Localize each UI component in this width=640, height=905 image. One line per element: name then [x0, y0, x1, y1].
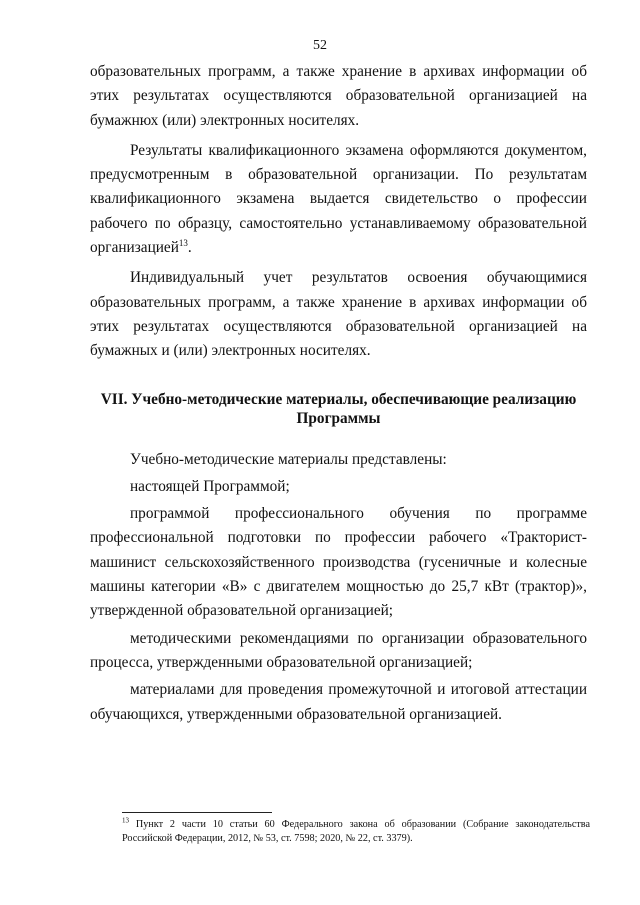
section-heading — [90, 390, 587, 428]
paragraph-exam-results-text: Результаты квалификационного экзамена оформляются документом, предусмотренным в образовательной организации. По результатам квалификационного экзамена выдается свидетельство о профессии рабочего по образцу, самостоятельно устанавливаемому образовательной организацией — [90, 141, 587, 257]
list-item-program: настоящей Программой; — [130, 477, 290, 495]
paragraph-individual-record: Индивидуальный учет результатов освоения обучающимися образовательных программ, а также хранение в архивах информации об этих результатах осуществляются образовательной организацией на бумажных и (или) электронных носителях. — [90, 269, 587, 360]
list-item-training-program: программой профессионального обучения по программе профессиональной подготовки по профессии рабочего «Тракторист-машинист сельскохозяйственного производства (гусеничные и колесные машины категории «В» с двигателем мощностью до 25,7 кВт (трактор)», утвержденной образовательной организацией; — [90, 505, 587, 620]
footnote-number: 13 — [122, 816, 129, 825]
footnote — [122, 818, 590, 846]
list-item-methodical-recommendations: методическими рекомендациями по организации образовательного процесса, утвержденными образовательной организацией; — [90, 629, 587, 671]
body-text — [90, 60, 587, 727]
paragraph-exam-results-end: . — [187, 239, 192, 257]
paragraph-materials-intro: Учебно-методические материалы представлены: — [130, 450, 447, 468]
paragraph-continuation: образовательных программ, а также хранение в архивах информации об этих результатах осуществляются образовательной организацией на бумажнюх (или) электронных носителях. — [90, 63, 587, 129]
list-item-attestation-materials: материалами для проведения промежуточной и итоговой аттестации обучающихся, утвержденными образовательной организацией. — [90, 681, 587, 723]
footnote-text: Пункт 2 части 10 статьи 60 Федерального закона об образовании (Собрание законодательства Российской Федерации, 2012, № 53, ст. 7598; 2020, № 22, ст. 3379). — [122, 819, 590, 844]
section-title-line2: Программы — [296, 409, 381, 427]
footnote-reference: 13 — [178, 237, 188, 248]
page-number: 52 — [313, 38, 327, 53]
section-title-line1: VII. Учебно-методические материалы, обеспечивающие реализацию — [100, 390, 577, 408]
paragraph-exam-results — [90, 139, 587, 260]
footnote-divider — [122, 812, 272, 813]
